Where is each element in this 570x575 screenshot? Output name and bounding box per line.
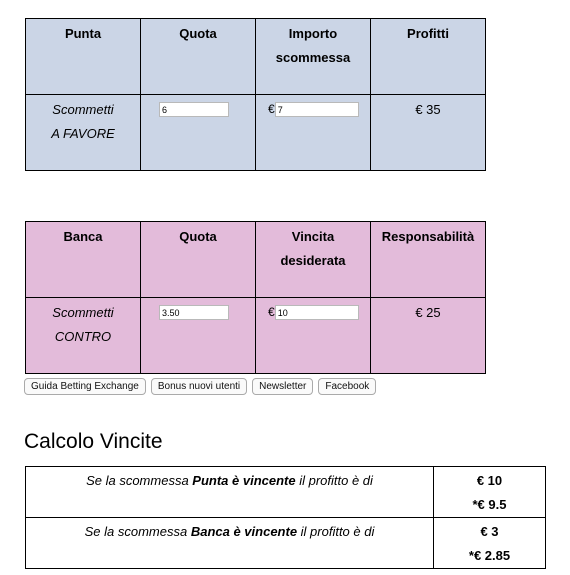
result-text-suffix: il profitto è di: [297, 524, 375, 539]
result-punta-value: € 10: [476, 473, 503, 488]
punta-label-cell: [26, 95, 141, 171]
link-buttons-bar: [24, 378, 376, 395]
punta-input-row: [26, 95, 486, 171]
bonus-nuovi-utenti-button[interactable]: Bonus nuovi utenti: [151, 378, 247, 395]
result-punta-value-cell: [434, 467, 546, 518]
banca-label-line2: CONTRO: [54, 329, 112, 344]
importo-field-wrap: [268, 102, 366, 117]
punta-label-line2: A FAVORE: [51, 126, 115, 141]
punta-label-line1: Scommetti: [52, 102, 114, 117]
results-table: [25, 466, 546, 569]
euro-symbol: €: [268, 305, 275, 319]
banca-table: [25, 221, 486, 374]
vincita-desiderata-input[interactable]: [275, 305, 359, 320]
banca-label-line1: Scommetti: [52, 305, 114, 320]
punta-table: [25, 18, 486, 171]
result-text-prefix: Se la scommessa: [86, 473, 193, 488]
facebook-button[interactable]: Facebook: [318, 378, 376, 395]
header-banca: Banca: [26, 222, 141, 298]
vincita-field-wrap: [268, 305, 366, 320]
result-row-banca: [26, 518, 546, 569]
punta-quota-cell: [141, 95, 256, 171]
header-quota-banca: Quota: [141, 222, 256, 298]
punta-importo-cell: [256, 95, 371, 171]
result-banca-description: [26, 518, 434, 569]
banca-vincita-cell: [256, 298, 371, 374]
result-text-suffix: il profitto è di: [295, 473, 373, 488]
banca-quota-input[interactable]: [159, 305, 229, 320]
banca-header-row: [26, 222, 486, 298]
euro-symbol: €: [268, 102, 275, 116]
guida-betting-exchange-button[interactable]: Guida Betting Exchange: [24, 378, 146, 395]
section-title: Calcolo Vincite: [24, 430, 163, 453]
profitti-value: € 35: [371, 95, 486, 171]
result-punta-description: [26, 467, 434, 518]
header-importo-scommessa: Importo scommessa: [256, 19, 371, 95]
header-responsabilita: Responsabilità: [371, 222, 486, 298]
result-text-prefix: Se la scommessa: [84, 524, 191, 539]
header-quota: Quota: [141, 19, 256, 95]
banca-input-row: [26, 298, 486, 374]
banca-label-cell: [26, 298, 141, 374]
banca-quota-cell: [141, 298, 256, 374]
result-row-punta: [26, 467, 546, 518]
result-punta-value-net: *€ 9.5: [472, 497, 507, 512]
header-punta: Punta: [26, 19, 141, 95]
header-profitti: Profitti: [371, 19, 486, 95]
result-banca-value: € 3: [480, 524, 499, 539]
result-banca-value-net: *€ 2.85: [468, 548, 511, 563]
result-text-bold: Banca è vincente: [190, 524, 298, 539]
newsletter-button[interactable]: Newsletter: [252, 378, 313, 395]
punta-header-row: [26, 19, 486, 95]
result-text-bold: Punta è vincente: [192, 473, 296, 488]
result-banca-value-cell: [434, 518, 546, 569]
importo-scommessa-input[interactable]: [275, 102, 359, 117]
header-vincita-desiderata: Vincita desiderata: [256, 222, 371, 298]
responsabilita-value: € 25: [371, 298, 486, 374]
punta-quota-input[interactable]: [159, 102, 229, 117]
